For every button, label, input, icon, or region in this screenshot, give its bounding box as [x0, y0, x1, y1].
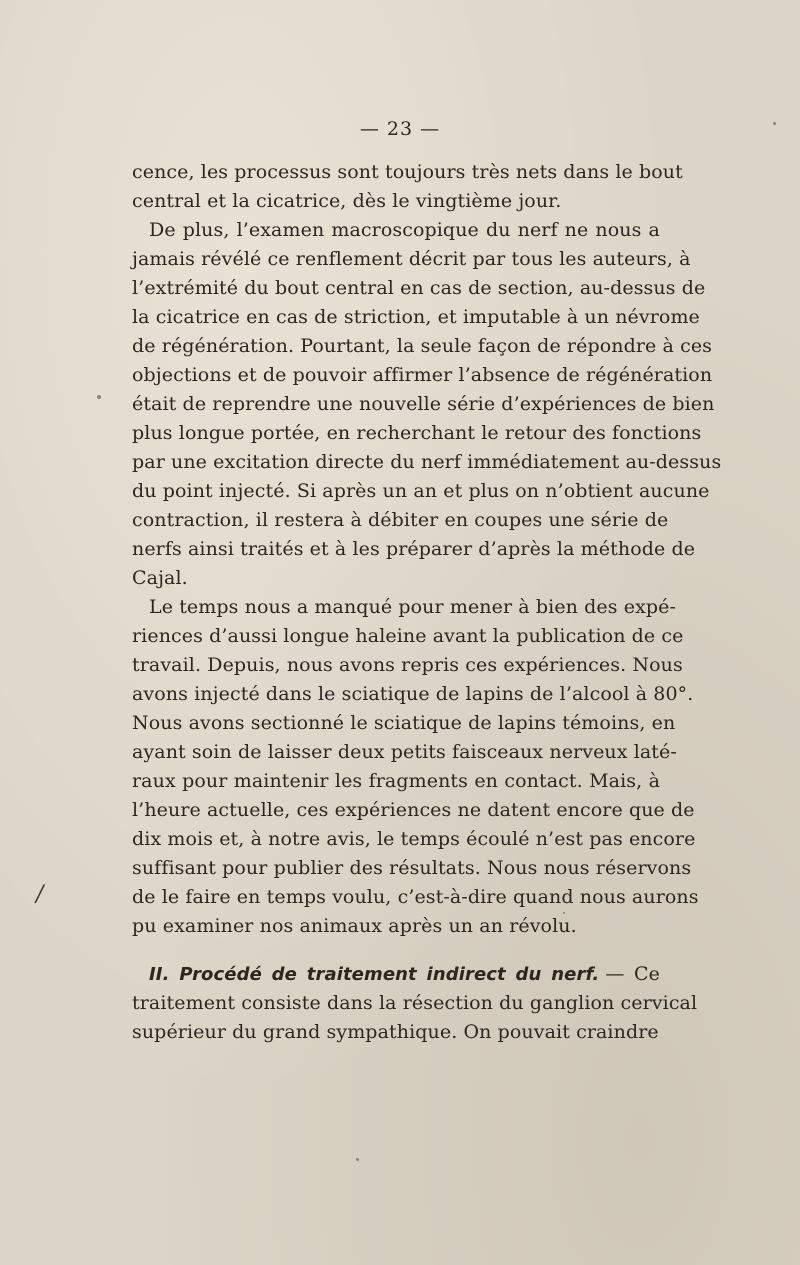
- text-line: pu examiner nos animaux après un an révolu.: [132, 915, 577, 937]
- text-line: était de reprendre une nouvelle série d’expériences de bien: [132, 393, 715, 415]
- text-line: l’extrémité du bout central en cas de section, au-dessus de: [132, 277, 706, 299]
- text-line: raux pour maintenir les fragments en contact. Mais, à: [132, 770, 660, 792]
- text-line: la cicatrice en cas de striction, et imputable à un névrome: [132, 306, 700, 328]
- section-heading-line: [132, 960, 660, 989]
- text-line: ayant soin de laisser deux petits faisceaux nerveux laté-: [132, 741, 677, 763]
- text-line: plus longue portée, en recherchant le retour des fonctions: [132, 422, 702, 444]
- text-line: avons injecté dans le sciatique de lapins de l’alcool à 80°.: [132, 683, 694, 705]
- text-line: Nous avons sectionné le sciatique de lapins témoins, en: [132, 712, 676, 734]
- text-line: nerfs ainsi traités et à les préparer d’après la méthode de: [132, 538, 696, 560]
- text-line: riences d’aussi longue haleine avant la publication de ce: [132, 625, 684, 647]
- text-line: travail. Depuis, nous avons repris ces expériences. Nous: [132, 654, 683, 676]
- text-line: du point injecté. Si après un an et plus on n’obtient aucune: [132, 480, 710, 502]
- text-line: Cajal.: [132, 567, 188, 589]
- text-line: traitement consiste dans la résection du ganglion cervical: [132, 992, 698, 1014]
- text-line: dix mois et, à notre avis, le temps écoulé n’est pas encore: [132, 828, 696, 850]
- text-line: par une excitation directe du nerf immédiatement au-dessus: [132, 451, 722, 473]
- page-number: — 23 —: [359, 118, 441, 140]
- text-line: de le faire en temps voulu, c’est-à-dire quand nous aurons: [132, 886, 699, 908]
- text-line: central et la cicatrice, dès le vingtième jour.: [132, 190, 562, 212]
- text-line: De plus, l’examen macroscopique du nerf ne nous a: [149, 219, 660, 241]
- text-line: contraction, il restera à débiter en coupes une série de: [132, 509, 669, 531]
- margin-pencil-mark: /: [36, 882, 44, 907]
- text-line: l’heure actuelle, ces expériences ne datent encore que de: [132, 799, 695, 821]
- section-heading-continuation: — Ce: [605, 963, 660, 985]
- text-line: suffisant pour publier des résultats. Nous nous réservons: [132, 857, 692, 879]
- body-text: [132, 158, 722, 1047]
- text-line: supérieur du grand sympathique. On pouvait craindre: [132, 1021, 659, 1043]
- text-line: cence, les processus sont toujours très nets dans le bout: [132, 161, 683, 183]
- text-line: jamais révélé ce renflement décrit par tous les auteurs, à: [132, 248, 691, 270]
- text-line: de régénération. Pourtant, la seule façon de répondre à ces: [132, 335, 713, 357]
- text-line: objections et de pouvoir affirmer l’absence de régénération: [132, 364, 713, 386]
- section-heading: II. Procédé de traitement indirect du nerf.: [149, 964, 600, 985]
- text-line: Le temps nous a manqué pour mener à bien des expé-: [149, 596, 677, 618]
